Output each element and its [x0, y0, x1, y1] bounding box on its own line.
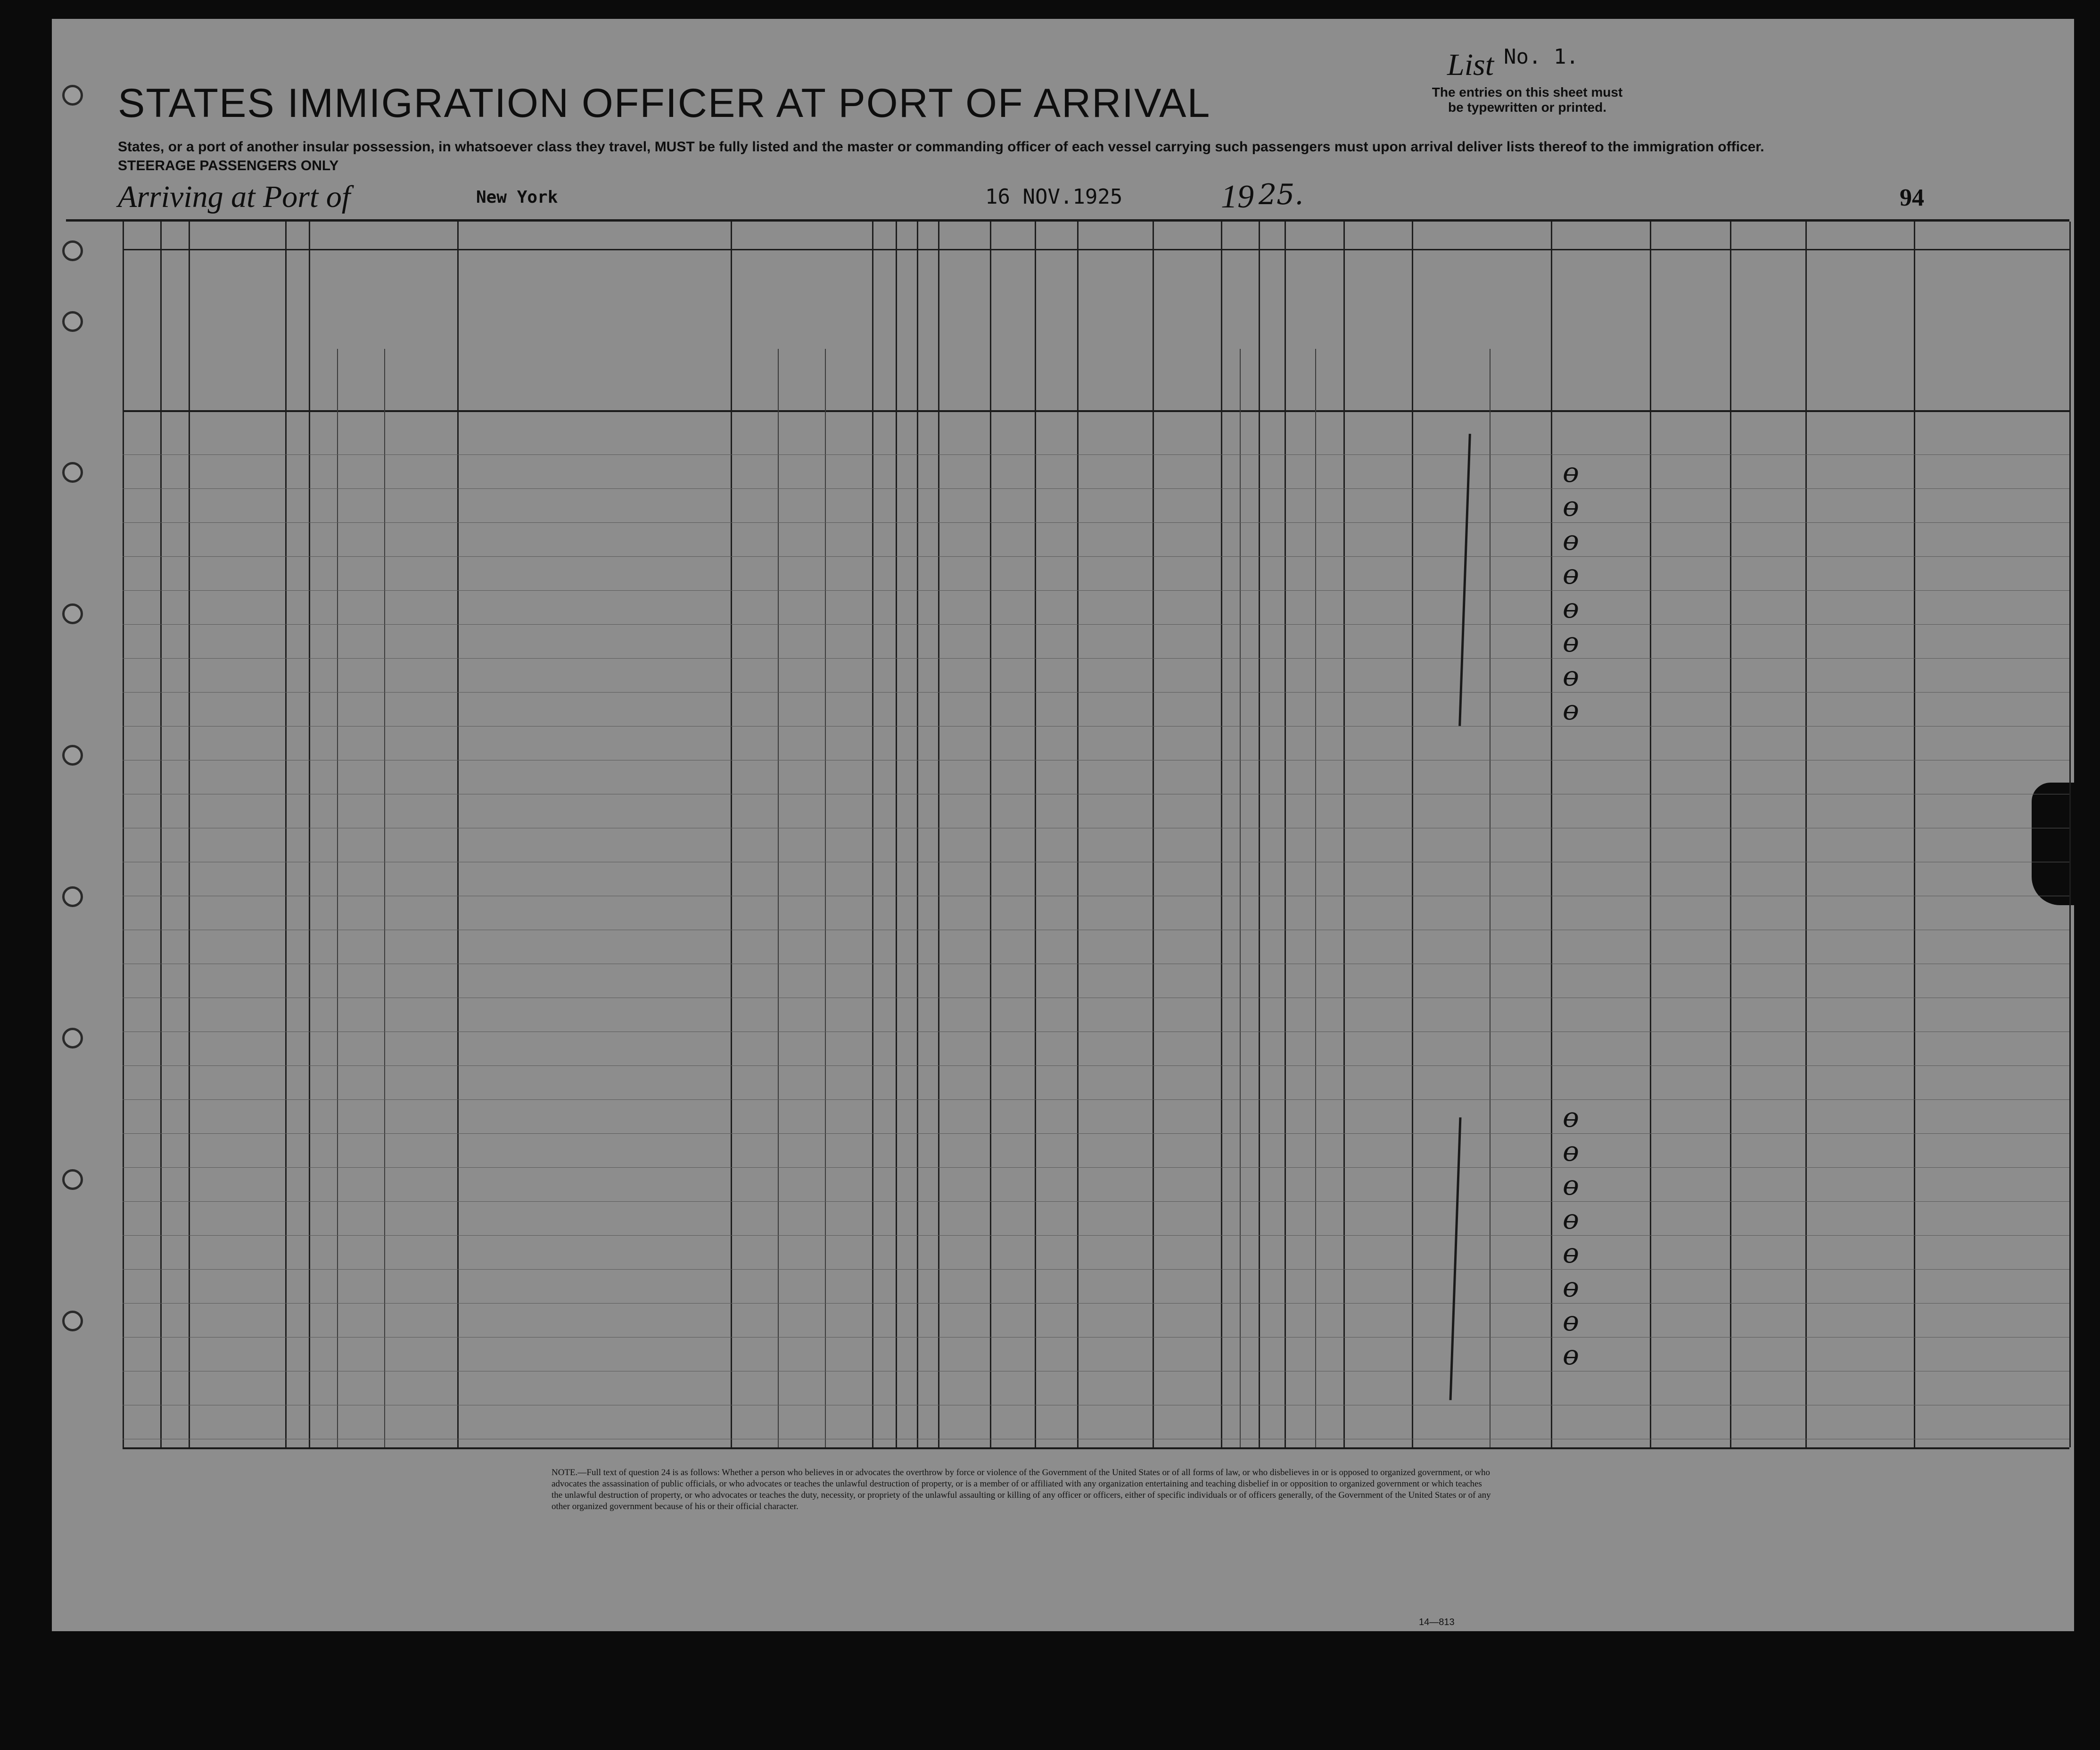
column-divider: [123, 222, 124, 1447]
column-divider: [1551, 222, 1552, 1447]
punch-hole-icon: [62, 603, 83, 624]
torn-edge: [2032, 783, 2074, 905]
column-divider: [189, 222, 190, 1447]
check-mark-icon: ɵ: [1563, 1237, 1579, 1269]
table-bottom-rule: [123, 1447, 2069, 1449]
check-mark-icon: ɵ: [1563, 490, 1579, 522]
column-divider: [1153, 222, 1154, 1447]
check-mark-icon: ɵ: [1563, 626, 1579, 658]
column-divider: [285, 222, 287, 1447]
check-mark-icon: ɵ: [1563, 1271, 1579, 1303]
check-mark-icon: ɵ: [1563, 592, 1579, 624]
check-mark-icon: ɵ: [1563, 1169, 1579, 1201]
column-divider: [160, 222, 162, 1447]
arrival-date-stamp: 16 NOV.1925: [985, 185, 1123, 209]
column-divider: [731, 222, 732, 1447]
row-divider: [123, 454, 2069, 455]
column-divider: [1285, 222, 1286, 1447]
manifest-sheet: [52, 19, 2074, 1631]
column-divider: [1412, 222, 1413, 1447]
year-handwritten: 25.: [1259, 178, 1304, 211]
column-divider: [1077, 222, 1079, 1447]
list-label: List: [1447, 48, 1494, 82]
row-divider: [123, 1201, 2069, 1202]
column-subdivider: [337, 349, 338, 1447]
check-mark-icon: ɵ: [1563, 1339, 1579, 1371]
row-divider: [123, 1133, 2069, 1134]
column-divider: [1035, 222, 1036, 1447]
punch-hole-icon: [62, 240, 83, 261]
row-divider: [123, 556, 2069, 557]
column-subdivider: [1490, 349, 1491, 1447]
punch-hole-icon: [62, 85, 83, 106]
check-mark-icon: ɵ: [1563, 1305, 1579, 1337]
column-divider: [457, 222, 459, 1447]
row-divider: [123, 488, 2069, 489]
row-divider: [123, 1269, 2069, 1270]
punch-hole-icon: [62, 1028, 83, 1048]
column-divider: [917, 222, 918, 1447]
column-divider: [309, 222, 310, 1447]
column-divider: [1343, 222, 1345, 1447]
typewritten-note: The entries on this sheet must be typewritten or printed.: [1432, 85, 1623, 115]
column-divider: [1914, 222, 1915, 1447]
punch-hole-icon: [62, 311, 83, 332]
tick-line-icon: [1458, 434, 1471, 726]
punch-hole-icon: [62, 745, 83, 766]
row-divider: [123, 624, 2069, 625]
punch-hole-icon: [62, 462, 83, 483]
check-mark-icon: ɵ: [1563, 1135, 1579, 1167]
page-number: 94: [1900, 184, 1924, 211]
column-divider: [1805, 222, 1807, 1447]
column-subdivider: [1315, 349, 1316, 1447]
header-rule: [66, 219, 2069, 222]
form-instructions: States, or a port of another insular possession, in whatsoever class they travel, MUST be fully listed and the master or commanding officer of each vessel carrying such passengers must upon arrival deliver lists thereof to the immigration officer.: [118, 139, 1764, 155]
row-divider: [123, 1099, 2069, 1100]
column-divider: [1650, 222, 1651, 1447]
column-subdivider: [1240, 349, 1241, 1447]
check-mark-icon: ɵ: [1563, 1203, 1579, 1235]
check-mark-icon: ɵ: [1563, 694, 1579, 726]
column-number-rule: [123, 249, 2069, 250]
row-divider: [123, 1235, 2069, 1236]
year-prefix: 19: [1221, 179, 1254, 215]
column-header-rule: [123, 410, 2069, 412]
check-mark-icon: ɵ: [1563, 524, 1579, 556]
arriving-label: Arriving at Port of: [118, 180, 351, 214]
form-title: STATES IMMIGRATION OFFICER AT PORT OF ARRIVAL: [118, 81, 1211, 126]
footnote: NOTE.—Full text of question 24 is as follows: Whether a person who believes in or advocates the overthrow by force or violence of the Government of the United States or of all forms of law, or who disbelieves in or is opposed to organized government, or who advocates the assassination of public officials, or who advocates or teaches the unlawful destruction of property, or is a member of or affiliated with any organization entertaining and teaching disbelief in or opposition to organized government or which teaches the unlawful destruction of property, or who advocates or teaches the duty, necessity, or propriety of the unlawful assaulting or killing of any officer or officers, either of specific individuals or of officers generally, of the Government of the United States or of any other organized government because of his or their official character.: [552, 1468, 1491, 1511]
list-number: No. 1.: [1504, 45, 1579, 69]
check-mark-icon: ɵ: [1563, 1101, 1579, 1133]
punch-hole-icon: [62, 1169, 83, 1190]
column-divider: [2069, 222, 2071, 1447]
column-divider: [1259, 222, 1260, 1447]
column-divider: [872, 222, 873, 1447]
column-subdivider: [778, 349, 779, 1447]
port-name: New York: [476, 188, 558, 207]
check-mark-icon: ɵ: [1563, 456, 1579, 488]
form-number: 14—813: [1419, 1617, 1455, 1627]
column-subdivider: [384, 349, 385, 1447]
check-mark-icon: ɵ: [1563, 660, 1579, 692]
row-divider: [123, 590, 2069, 591]
row-divider: [123, 1167, 2069, 1168]
column-divider: [1730, 222, 1731, 1447]
column-divider: [990, 222, 991, 1447]
column-divider: [896, 222, 897, 1447]
row-divider: [123, 658, 2069, 659]
row-divider: [123, 1303, 2069, 1304]
check-mark-icon: ɵ: [1563, 558, 1579, 590]
row-divider: [123, 1065, 2069, 1066]
punch-hole-icon: [62, 1311, 83, 1331]
row-divider: [123, 692, 2069, 693]
column-divider: [938, 222, 939, 1447]
tick-line-icon: [1449, 1117, 1462, 1400]
row-divider: [123, 522, 2069, 523]
column-divider: [1221, 222, 1222, 1447]
steerage-label: STEERAGE PASSENGERS ONLY: [118, 158, 339, 173]
punch-hole-icon: [62, 886, 83, 907]
column-subdivider: [825, 349, 826, 1447]
